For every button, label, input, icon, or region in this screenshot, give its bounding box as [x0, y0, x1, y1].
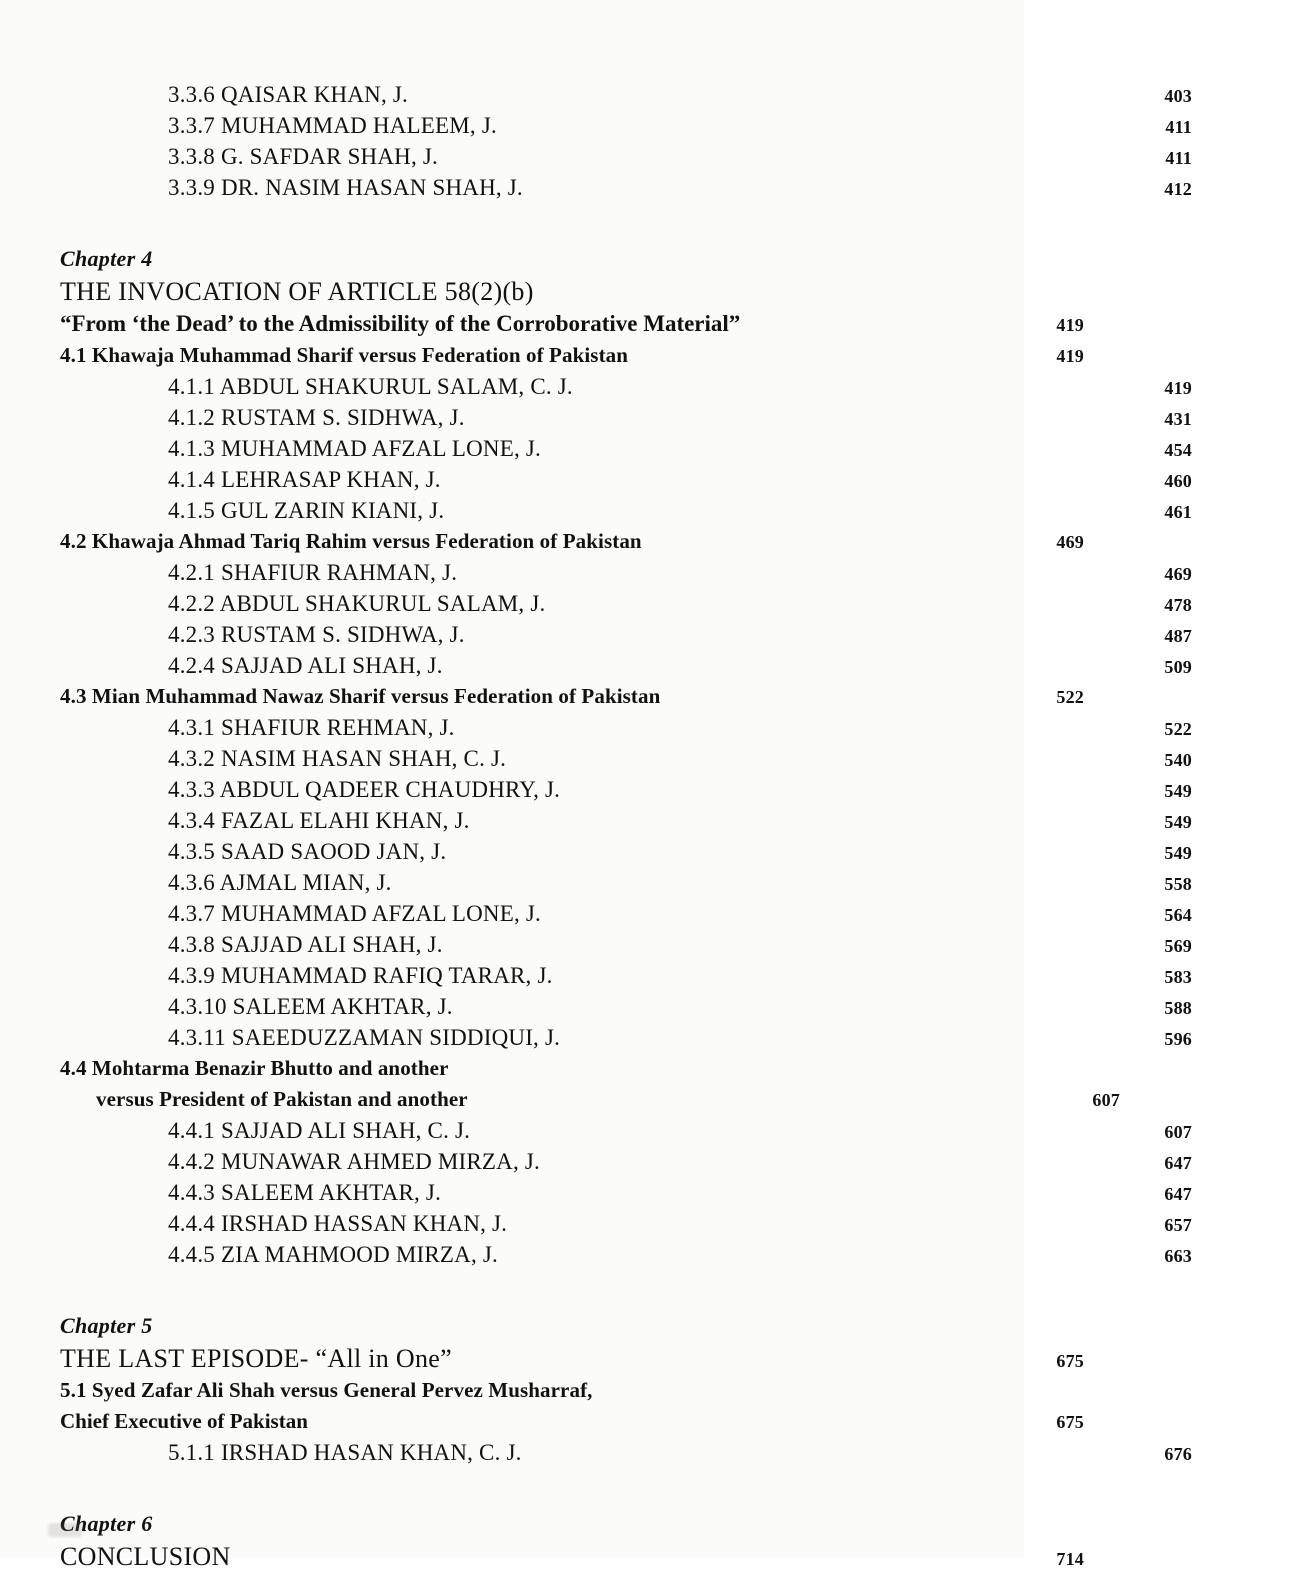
toc-entry-label: Chapter 5 — [60, 1313, 153, 1338]
toc-entry-page-number: 411 — [1165, 117, 1192, 137]
toc-entry-page-number: 714 — [1056, 1549, 1084, 1569]
toc-entry-section — [0, 343, 1202, 368]
toc-entry-subsection — [0, 622, 1310, 648]
toc-entry-page-number: 647 — [1164, 1153, 1192, 1173]
toc-entry-label: 4.3 Mian Muhammad Nawaz Sharif versus Federation of Pakistan — [60, 684, 661, 708]
toc-entry-label: 4.1.3 MUHAMMAD AFZAL LONE, J. — [168, 436, 541, 461]
toc-entry-label: 4.1.5 GUL ZARIN KIANI, J. — [168, 498, 445, 523]
toc-chapter-label — [0, 246, 1202, 272]
toc-entry-page-number: 431 — [1164, 409, 1192, 429]
toc-entry-label: 4.3.6 AJMAL MIAN, J. — [168, 870, 392, 895]
toc-entry-subsection — [0, 994, 1310, 1020]
toc-entry-label: Chapter 6 — [60, 1511, 153, 1536]
toc-entry-page-number: 540 — [1164, 750, 1192, 770]
page-smudge-mark — [48, 1523, 82, 1537]
toc-entry-label: 4.3.5 SAAD SAOOD JAN, J. — [168, 839, 447, 864]
toc-entry-page-number: 487 — [1164, 626, 1192, 646]
toc-chapter-title — [0, 277, 1202, 307]
toc-entry-subsection — [0, 1180, 1310, 1206]
toc-entry-label: 4.2.4 SAJJAD ALI SHAH, J. — [168, 653, 443, 678]
toc-chapter-subtitle — [0, 311, 1202, 337]
toc-entry-section — [0, 1378, 1202, 1403]
toc-entry-page-number: 509 — [1164, 657, 1192, 677]
toc-entry-page-number: 454 — [1164, 440, 1192, 460]
toc-entry-subsection — [0, 560, 1310, 586]
toc-entry-subsection — [0, 82, 1310, 108]
toc-entry-page-number: 607 — [1164, 1122, 1192, 1142]
toc-chapter-title — [0, 1344, 1202, 1374]
toc-entry-section — [0, 684, 1202, 709]
toc-entry-label: 4.1.1 ABDUL SHAKURUL SALAM, C. J. — [168, 374, 573, 399]
toc-entry-section-continued — [0, 1409, 1202, 1434]
toc-entry-page-number: 478 — [1164, 595, 1192, 615]
toc-entry-subsection — [0, 175, 1310, 201]
toc-entry-page-number: 675 — [1056, 1351, 1084, 1371]
toc-entry-page-number: 419 — [1056, 346, 1084, 366]
toc-entry-label: 4.4 Mohtarma Benazir Bhutto and another — [60, 1056, 449, 1080]
toc-entry-label: 4.3.3 ABDUL QADEER CHAUDHRY, J. — [168, 777, 561, 802]
toc-entry-label: Chief Executive of Pakistan — [60, 1409, 308, 1433]
toc-entry-subsection — [0, 1025, 1310, 1051]
toc-entry-label: 4.2.3 RUSTAM S. SIDHWA, J. — [168, 622, 465, 647]
toc-entry-page-number: 469 — [1056, 532, 1084, 552]
toc-entry-label: 4.3.8 SAJJAD ALI SHAH, J. — [168, 932, 443, 957]
toc-entry-label: 4.1.4 LEHRASAP KHAN, J. — [168, 467, 441, 492]
toc-entry-label: 3.3.9 DR. NASIM HASAN SHAH, J. — [168, 175, 523, 200]
toc-entry-label: 4.4.5 ZIA MAHMOOD MIRZA, J. — [168, 1242, 498, 1267]
toc-entry-section — [0, 1056, 1202, 1081]
toc-entry-label: 5.1 Syed Zafar Ali Shah versus General Pervez Musharraf, — [60, 1378, 593, 1402]
toc-entry-page-number: 522 — [1056, 687, 1084, 707]
toc-entry-page-number: 412 — [1164, 179, 1192, 199]
toc-entry-label: 4.3.11 SAEEDUZZAMAN SIDDIQUI, J. — [168, 1025, 561, 1050]
toc-entry-label: 3.3.8 G. SAFDAR SHAH, J. — [168, 144, 438, 169]
toc-entry-page-number: 549 — [1164, 843, 1192, 863]
toc-entry-page-number: 522 — [1164, 719, 1192, 739]
toc-entry-subsection — [0, 746, 1310, 772]
toc-entry-page-number: 411 — [1165, 148, 1192, 168]
toc-chapter-label — [0, 1313, 1202, 1339]
toc-entry-page-number: 588 — [1164, 998, 1192, 1018]
toc-entry-subsection — [0, 1242, 1310, 1268]
toc-entry-label: 5.1.1 IRSHAD HASAN KHAN, C. J. — [168, 1440, 522, 1465]
toc-entry-subsection — [0, 436, 1310, 462]
toc-entry-page-number: 675 — [1056, 1412, 1084, 1432]
toc-entry-subsection — [0, 144, 1310, 170]
toc-entry-label: 4.4.3 SALEEM AKHTAR, J. — [168, 1180, 442, 1205]
toc-entry-label: 4.3.10 SALEEM AKHTAR, J. — [168, 994, 453, 1019]
toc-entry-subsection — [0, 963, 1310, 989]
toc-entry-subsection — [0, 715, 1310, 741]
toc-entry-subsection — [0, 1118, 1310, 1144]
toc-entry-subsection — [0, 1211, 1310, 1237]
toc-entry-subsection — [0, 113, 1310, 139]
toc-entry-subsection — [0, 498, 1310, 524]
toc-entry-page-number: 657 — [1164, 1215, 1192, 1235]
toc-entry-label: 4.3.9 MUHAMMAD RAFIQ TARAR, J. — [168, 963, 553, 988]
toc-entry-label: 4.2.1 SHAFIUR RAHMAN, J. — [168, 560, 458, 585]
toc-entry-label: 4.3.1 SHAFIUR REHMAN, J. — [168, 715, 455, 740]
toc-entry-label: versus President of Pakistan and another — [96, 1087, 468, 1111]
toc-entry-page-number: 460 — [1164, 471, 1192, 491]
toc-chapter-title — [0, 1542, 1202, 1572]
toc-entry-page-number: 403 — [1164, 86, 1192, 106]
toc-entry-page-number: 419 — [1056, 315, 1084, 335]
toc-entry-subsection — [0, 870, 1310, 896]
toc-entry-page-number: 647 — [1164, 1184, 1192, 1204]
toc-chapter-label — [0, 1511, 1202, 1537]
toc-entry-page-number: 676 — [1164, 1444, 1192, 1464]
toc-entry-label: 3.3.7 MUHAMMAD HALEEM, J. — [168, 113, 497, 138]
toc-entry-subsection — [0, 467, 1310, 493]
toc-entry-subsection — [0, 653, 1310, 679]
toc-entry-page-number: 469 — [1164, 564, 1192, 584]
toc-entry-page-number: 564 — [1164, 905, 1192, 925]
toc-entry-page-number: 607 — [1092, 1090, 1120, 1110]
toc-entry-subsection — [0, 808, 1310, 834]
toc-entry-label: 4.1.2 RUSTAM S. SIDHWA, J. — [168, 405, 465, 430]
toc-entry-label: 4.4.1 SAJJAD ALI SHAH, C. J. — [168, 1118, 471, 1143]
toc-entry-subsection — [0, 1149, 1310, 1175]
toc-entry-label: THE INVOCATION OF ARTICLE 58(2)(b) — [60, 277, 534, 306]
toc-entry-page-number: 569 — [1164, 936, 1192, 956]
toc-entry-label: 4.2 Khawaja Ahmad Tariq Rahim versus Federation of Pakistan — [60, 529, 642, 553]
toc-entry-subsection — [0, 405, 1310, 431]
toc-entry-page-number: 549 — [1164, 781, 1192, 801]
toc-entry-label: Chapter 4 — [60, 246, 153, 271]
toc-entry-subsection — [0, 839, 1310, 865]
toc-entry-subsection — [0, 901, 1310, 927]
toc-entry-subsection — [0, 777, 1310, 803]
toc-entry-page-number: 596 — [1164, 1029, 1192, 1049]
toc-entry-label: THE LAST EPISODE- “All in One” — [60, 1344, 452, 1373]
toc-entry-subsection — [0, 374, 1310, 400]
toc-entry-label: 4.3.2 NASIM HASAN SHAH, C. J. — [168, 746, 507, 771]
toc-entry-page-number: 583 — [1164, 967, 1192, 987]
toc-entry-section — [0, 529, 1202, 554]
toc-entry-subsection — [0, 1440, 1310, 1466]
toc-entry-label: 4.2.2 ABDUL SHAKURUL SALAM, J. — [168, 591, 546, 616]
toc-entry-label: 3.3.6 QAISAR KHAN, J. — [168, 82, 408, 107]
toc-entry-page-number: 419 — [1164, 378, 1192, 398]
toc-entry-label: 4.4.4 IRSHAD HASSAN KHAN, J. — [168, 1211, 508, 1236]
toc-entry-label: “From ‘the Dead’ to the Admissibility of the Corroborative Material” — [60, 311, 741, 336]
toc-entry-section-continued — [0, 1087, 1238, 1112]
toc-entry-label: CONCLUSION — [60, 1542, 231, 1571]
toc-entry-page-number: 663 — [1164, 1246, 1192, 1266]
toc-entry-label: 4.3.7 MUHAMMAD AFZAL LONE, J. — [168, 901, 541, 926]
toc-entry-page-number: 558 — [1164, 874, 1192, 894]
toc-entry-subsection — [0, 932, 1310, 958]
toc-entry-page-number: 461 — [1164, 502, 1192, 522]
toc-entry-label: 4.4.2 MUNAWAR AHMED MIRZA, J. — [168, 1149, 540, 1174]
toc-entry-label: 4.1 Khawaja Muhammad Sharif versus Federation of Pakistan — [60, 343, 629, 367]
toc-entry-page-number: 549 — [1164, 812, 1192, 832]
toc-entry-label: 4.3.4 FAZAL ELAHI KHAN, J. — [168, 808, 470, 833]
toc-entry-subsection — [0, 591, 1310, 617]
